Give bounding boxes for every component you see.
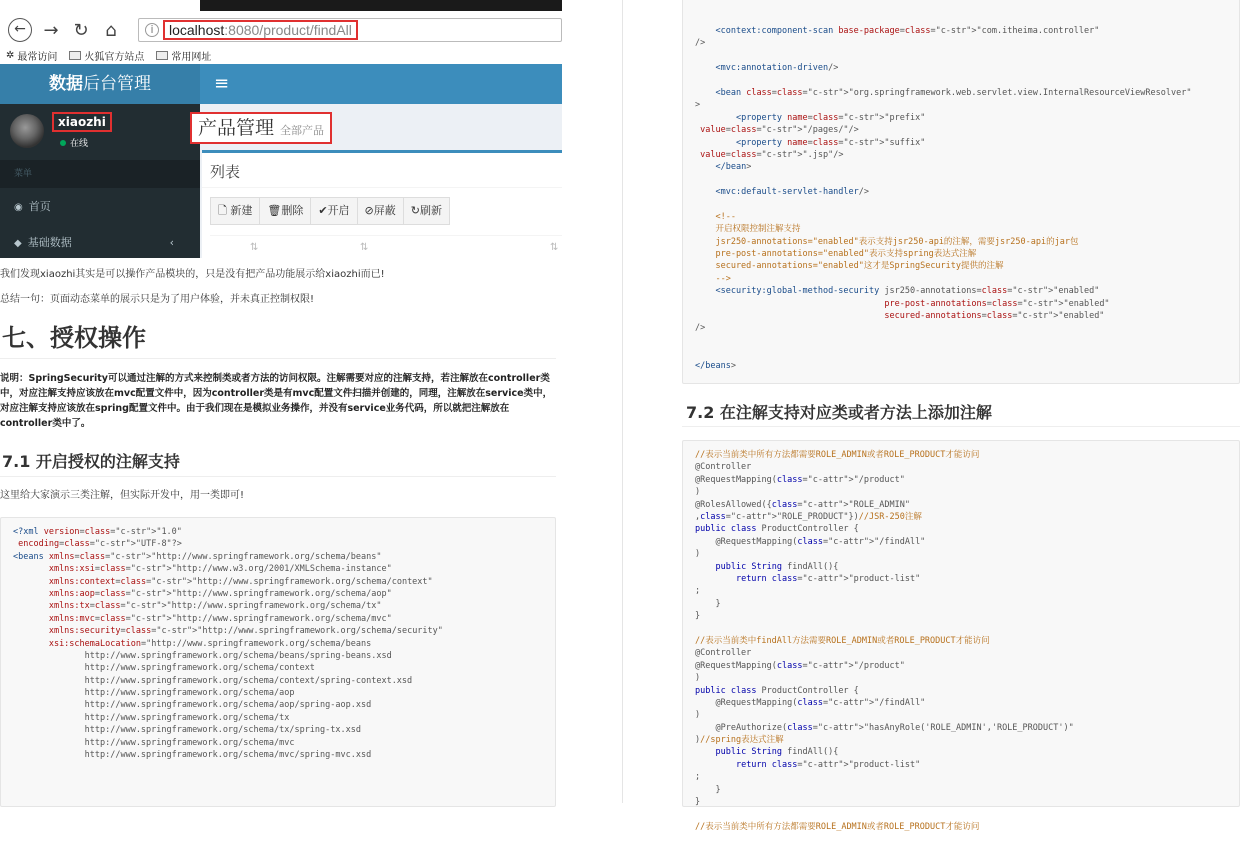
code-line: xmlns:mvc=class="c-str">"http://www.springframework.org/schema/mvc" [48, 613, 392, 624]
code-line: <security:global-method-security jsr250-annotations=class="c-str">"enabled" [715, 286, 1100, 297]
new-button[interactable] [211, 198, 260, 224]
code-line: http://www.springframework.org/schema/tx/spring-tx.xsd [13, 725, 361, 736]
sidebar-item-label: 基础数据 [27, 236, 72, 249]
code-line: xmlns:context=class="c-str">"http://www.springframework.org/schema/context" [48, 576, 433, 587]
button-label: 开启 [327, 204, 350, 217]
code-line: <property name=class="c-str">"prefix" [735, 112, 926, 123]
bookmark-most-visited[interactable] [6, 48, 57, 63]
right-column [682, 0, 1246, 832]
code-line: return class="c-attr">"product-list" [735, 759, 921, 770]
page-subtitle: 全部产品 [280, 124, 325, 137]
admin-logo[interactable] [0, 64, 200, 104]
code-line: 开启权限控制注解支持 [695, 224, 801, 235]
code-line: <beans xmlns=class="c-str">"http://www.springframework.org/schema/beans" [13, 551, 382, 562]
bookmark-label: 最常访问 [17, 51, 58, 63]
column-divider [622, 0, 623, 803]
table-header-row [210, 235, 562, 261]
code-line: http://www.springframework.org/schema/mvc/spring-mvc.xsd [13, 750, 372, 761]
folder-icon [69, 51, 81, 60]
bookmark-label: 火狐官方站点 [84, 51, 145, 63]
code-line: //表示当前类中findAll方法需要ROLE_ADMIN或者ROLE_PRODUCT才能访问 [695, 635, 990, 646]
code-line [695, 50, 1227, 62]
info-icon: i [145, 23, 159, 37]
code-line: xsi:schemaLocation="http://www.springframework.org/schema/beans [48, 638, 372, 649]
code-line: //表示当前类中所有方法都需要ROLE_ADMIN或者ROLE_PRODUCT才能访问 [695, 821, 980, 832]
code-line: xmlns:xsi=class="c-str">"http://www.w3.org/2001/XMLSchema-instance" [48, 564, 392, 575]
code-line: } [695, 797, 701, 808]
code-line: public String findAll(){ [715, 747, 839, 758]
code-line: http://www.springframework.org/schema/aop [13, 688, 295, 699]
url-host: localhost [169, 22, 225, 38]
code-line [695, 335, 1227, 347]
code-line: --> [695, 273, 731, 284]
code-line: xmlns:security=class="c-str">"http://www.springframework.org/schema/security" [48, 626, 443, 637]
username: xiaozhi [52, 112, 112, 132]
divider [202, 187, 562, 188]
cube-icon: ◆ [14, 238, 22, 249]
code-line [695, 199, 1227, 211]
code-line: <property name=class="c-str">"suffix" [735, 137, 926, 148]
code-line: http://www.springframework.org/schema/mvc [13, 737, 295, 748]
box-title: 列表 [210, 163, 241, 181]
code-line [695, 174, 1227, 186]
refresh-button[interactable] [404, 198, 449, 224]
code-line: } [695, 611, 701, 622]
code-line: } [695, 784, 721, 795]
page-title: 产品管理 [198, 117, 275, 139]
button-label: 屏蔽 [373, 204, 396, 217]
bookmarks-bar [0, 47, 562, 63]
sidebar-item-home[interactable] [0, 192, 200, 222]
ban-icon: ⊘ [364, 204, 374, 217]
left-column [0, 0, 562, 803]
user-status [60, 136, 88, 149]
code-line: pre-post-annotations=class="c-str">"enabled" [884, 298, 1110, 309]
code-line: @RequestMapping(class="c-attr">"/product" [695, 660, 905, 671]
subsection-heading: 7.2 在注解支持对应类或者方法上添加注解 [686, 403, 992, 422]
code-line: //表示当前类中所有方法都需要ROLE_ADMIN或者ROLE_PRODUCT才能访问 [695, 450, 980, 460]
bookmark-label: 常用网址 [171, 51, 212, 63]
code-line: public class ProductController { [695, 524, 859, 535]
admin-sidebar [0, 104, 200, 258]
code-line: pre-post-annotations="enabled"表示支持spring表达式注解 [695, 249, 977, 260]
body-text: 我们发现xiaozhi其实是可以操作产品模块的，只是没有把产品功能展示给xiaozhi而已! [0, 269, 385, 280]
code-block-java [682, 440, 1240, 832]
sidebar-item-base-data[interactable] [0, 228, 200, 258]
code-line: <mvc:annotation-driven/> [715, 63, 839, 74]
divider [682, 426, 1240, 427]
sort-icon[interactable]: ⇅ [550, 242, 559, 253]
page-title-highlight [190, 112, 332, 144]
divider [0, 476, 556, 477]
code-line [695, 347, 1227, 359]
code-line: jsr250-annotations="enabled"表示支持jsr250-api的注解，需要jsr250-api的jar包 [695, 236, 1079, 247]
code-line: public class ProductController { [695, 685, 859, 696]
code-block-xml-config [682, 0, 1240, 384]
admin-header [200, 64, 562, 104]
refresh-icon: ↻ [410, 204, 420, 217]
user-panel [0, 104, 200, 160]
chevron-left-icon: ‹ [169, 236, 174, 249]
code-line: @Controller [695, 648, 752, 659]
code-line: </bean> [715, 162, 752, 173]
list-box [202, 150, 562, 258]
code-line: http://www.springframework.org/schema/context/spring-context.xsd [13, 675, 413, 686]
trash-icon: 🗑 [267, 204, 282, 217]
url-highlight [163, 20, 358, 40]
code-content: <context:component-scan base-package=class="c-str">"com.itheima.controller" /> <mvc:annotation-driven/> <bean class=class="c-str">"org.springframework.web.servlet.view.InternalResourceViewResolver" > <property name=class="c-str">"prefix" value=class="c-str">"/pages/"/> <property name=class="c-str">"suffix" value=class="c-str">".jsp"/> </bean> <mvc:default-servlet-handler/> <!-- 开启权限控制注解支持 jsr250-annotations="enabled"表示支持jsr250-api的注解，需要jsr250-api的jar包 pre-post-annotations="enabled"表示支持spring表达式注解 secured-annotations="enabled"这才是SpringSecurity提供的注解 --> <security:global-method-security jsr250-annotations=class="c-str">"enabled" pre-post-annotations=class="c-str">"enabled" secured-annotations=class="c-str">"enabled" /> </beans> [683, 0, 1239, 380]
code-line: </beans> [695, 360, 736, 371]
browser-toolbar [0, 14, 562, 46]
list-toolbar [210, 197, 450, 225]
code-line: http://www.springframework.org/schema/tx [13, 712, 290, 723]
avatar [10, 114, 44, 148]
code-line: @RequestMapping(class="c-attr">"/findAll" [695, 536, 926, 547]
code-line: @PreAuthorize(class="c-attr">"hasAnyRole('ROLE_ADMIN','ROLE_PRODUCT')" [695, 722, 1074, 733]
code-line [695, 75, 1227, 87]
code-line: xmlns:aop=class="c-str">"http://www.springframework.org/schema/aop" [48, 588, 392, 599]
folder-icon [156, 51, 168, 60]
button-label: 删除 [281, 204, 304, 217]
dashboard-icon: ◉ [14, 202, 23, 213]
sort-icon[interactable]: ⇅ [250, 242, 259, 253]
code-line: @RolesAllowed({class="c-attr">"ROLE_ADMIN" [695, 499, 910, 510]
code-line [695, 623, 1227, 635]
screenshot-top-bar [200, 0, 562, 11]
url-path: :8080/product/findAll [224, 22, 352, 38]
brand-bold: 数据 [49, 74, 83, 94]
address-bar[interactable] [138, 18, 562, 42]
code-line: secured-annotations="enabled"这才是SpringSecurity提供的注解 [695, 261, 1004, 272]
body-text: 总结一句：页面动态菜单的展示只是为了用户体验，并未真正控制权限! [0, 294, 315, 305]
home-icon[interactable]: ⌂ [105, 19, 117, 41]
bookmark-firefox[interactable] [69, 48, 144, 63]
code-line [695, 808, 1227, 820]
enable-button[interactable] [311, 198, 357, 224]
code-line: http://www.springframework.org/schema/aop/spring-aop.xsd [13, 700, 372, 711]
admin-content [200, 104, 562, 258]
file-icon: 🗋 [218, 204, 227, 217]
status-label: 在线 [70, 139, 89, 149]
reload-icon[interactable]: ↻ [73, 19, 89, 41]
subsection-heading: 7.1 开启授权的注解支持 [2, 452, 180, 471]
menu-toggle-icon[interactable]: ≡ [214, 73, 230, 94]
divider [0, 358, 556, 359]
code-line: <mvc:default-servlet-handler/> [715, 187, 870, 198]
button-label: 新建 [230, 204, 253, 217]
code-line: <bean class=class="c-str">"org.springframework.web.servlet.view.InternalResourceViewResolver" [715, 87, 1192, 98]
block-button[interactable] [358, 198, 404, 224]
code-line: http://www.springframework.org/schema/beans/spring-beans.xsd [13, 650, 392, 661]
back-icon[interactable]: ← [8, 18, 32, 42]
code-line: http://www.springframework.org/schema/context [13, 663, 315, 674]
gear-icon: ✲ [6, 49, 15, 61]
check-icon: ✔ [318, 204, 328, 217]
sort-icon[interactable]: ⇅ [360, 242, 369, 253]
embedded-screenshot [0, 0, 562, 258]
code-line: <!-- [695, 211, 736, 222]
code-line: @RequestMapping(class="c-attr">"/findAll" [695, 697, 926, 708]
delete-button[interactable] [260, 198, 311, 224]
code-line: } [695, 598, 721, 609]
body-text: 这里给大家演示三类注解，但实际开发中，用一类即可! [0, 490, 245, 501]
code-line: secured-annotations=class="c-str">"enabled" [884, 311, 1105, 322]
code-content: <?xml version=class="c-str">"1.0" encoding=class="c-str">"UTF-8"?> <beans xmlns=class="c-str">"http://www.springframework.org/schema/beans" xmlns:xsi=class="c-str">"http://www.w3.org/2001/XMLSchema-instance" xmlns:context=class="c-str">"http://www.springframework.org/schema/context" xmlns:aop=class="c-str">"http://www.springframework.org/schema/aop" xmlns:tx=class="c-str">"http://www.springframework.org/schema/tx" xmlns:mvc=class="c-str">"http://www.springframework.org/schema/mvc" xmlns:security=class="c-str">"http://www.springframework.org/schema/security" xsi:schemaLocation="http://www.springframework.org/schema/beans http://www.springframework.org/schema/beans/spring-beans.xsd http://www.springframework.org/schema/context http://www.springframework.org/schema/context/spring-context.xsd http://www.springframework.org/schema/aop http://www.springframework.org/schema/aop/spring-aop.xsd http://www.springframework.org/schema/tx http://www.springframework.org/schema/tx/spring-tx.xsd http://www.springframework.org/schema/mvc http://www.springframework.org/schema/mvc/spring-mvc.xsd [1, 518, 555, 769]
code-line: xmlns:tx=class="c-str">"http://www.springframework.org/schema/tx" [48, 601, 382, 612]
button-label: 刷新 [419, 204, 442, 217]
code-line: <context:component-scan base-package=class="c-str">"com.itheima.controller" [715, 26, 1100, 36]
code-line: @RequestMapping(class="c-attr">"/product" [695, 474, 905, 485]
online-dot-icon [60, 140, 66, 146]
brand-rest: 后台管理 [83, 74, 151, 94]
code-line: @Controller [695, 462, 752, 473]
menu-header: 菜单 [0, 160, 200, 188]
forward-icon[interactable]: → [43, 19, 59, 41]
code-block-xml [0, 517, 556, 807]
code-line: return class="c-attr">"product-list" [735, 573, 921, 584]
section-heading: 七、授权操作 [2, 324, 146, 352]
code-content: //表示当前类中所有方法都需要ROLE_ADMIN或者ROLE_PRODUCT才能访问 @Controller @RequestMapping(class="c-attr">"/product" ) @RolesAllowed({class="c-attr">"ROLE_ADMIN" ,class="c-attr">"ROLE_PRODUCT"})//JSR-250注解 public class ProductController { @RequestMapping(class="c-attr">"/findAll" ) public String findAll(){ return class="c-attr">"product-list" ; } } //表示当前类中findAll方法需要ROLE_ADMIN或者ROLE_PRODUCT才能访问 @Controller @RequestMapping(class="c-attr">"/product" ) public class ProductController { @RequestMapping(class="c-attr">"/findAll" ) @PreAuthorize(class="c-attr">"hasAnyRole('ROLE_ADMIN','ROLE_PRODUCT')" )//spring表达式注解 public String findAll(){ return class="c-attr">"product-list" ; } } //表示当前类中所有方法都需要ROLE_ADMIN或者ROLE_PRODUCT才能访问 [683, 441, 1239, 841]
code-line: <?xml version=class="c-str">"1.0" [13, 527, 182, 537]
bookmark-common[interactable] [156, 48, 211, 63]
code-line: public String findAll(){ [715, 561, 839, 572]
sidebar-item-label: 首页 [28, 200, 51, 213]
note-paragraph: 说明：SpringSecurity可以通过注解的方式来控制类或者方法的访问权限。注解需要对应的注解支持，若注解放在controller类中，对应注解支持应该放在mvc配置文件中，因为controller类是有mvc配置文件扫描并创建的，同理，注解放在service类中，对应注解支持应该放在spring配置文件中。由于我们现在是模拟业务操作，并没有service业务代码，所以就把注解放在controller类中了。 [0, 373, 553, 429]
